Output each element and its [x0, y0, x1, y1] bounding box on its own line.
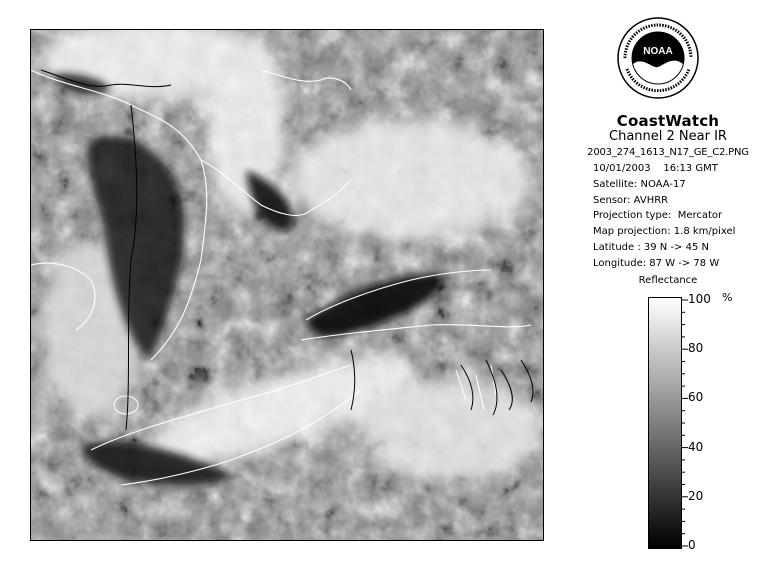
satellite-image-svg: [31, 30, 543, 540]
colorbar-title: Reflectance: [638, 275, 698, 286]
noaa-logo: [617, 17, 699, 99]
projection-type: Projection type: Mercator: [593, 210, 723, 221]
colorbar-unit: %: [722, 291, 733, 304]
colorbar-tick-label: 0: [688, 538, 696, 552]
colorbar-tick-label: 100: [688, 292, 711, 306]
colorbar-tick-label: 80: [688, 341, 704, 356]
colorbar-tick-label: 40: [688, 439, 704, 454]
longitude-range: Longitude: 87 W -> 78 W: [593, 258, 720, 269]
satellite-name: Satellite: NOAA-17: [593, 179, 686, 190]
channel-subtitle: Channel 2 Near IR: [609, 129, 727, 144]
image-filename: 2003_274_1613_N17_GE_C2.PNG: [587, 147, 749, 158]
sensor-name: Sensor: AVHRR: [593, 195, 669, 206]
latitude-range: Latitude : 39 N -> 45 N: [593, 242, 709, 253]
colorbar-tick-label: 60: [688, 390, 704, 405]
map-projection: Map projection: 1.8 km/pixel: [593, 226, 736, 237]
satellite-image: [30, 29, 544, 541]
noaa-logo-text: NOAA: [643, 46, 673, 57]
colorbar-axis: [682, 297, 762, 557]
product-title: CoastWatch: [616, 112, 720, 130]
reflectance-colorbar: [648, 297, 682, 549]
noaa-logo-svg: [617, 17, 699, 99]
acquisition-datetime: 10/01/2003 16:13 GMT: [593, 163, 718, 174]
colorbar-tick-label: 20: [688, 488, 704, 503]
